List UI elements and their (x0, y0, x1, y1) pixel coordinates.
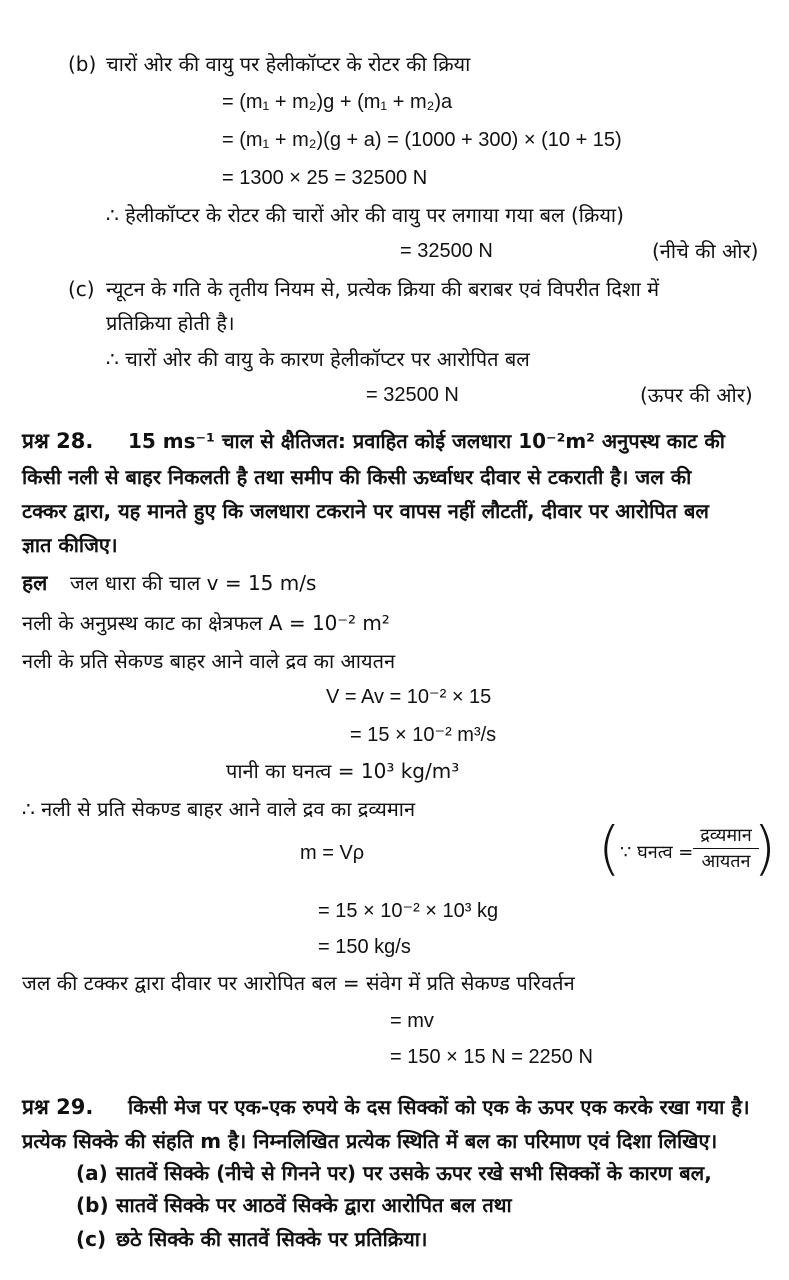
note-left-paren: ( (598, 814, 621, 882)
sol28-l13: = 150 × 15 N = 2250 N (390, 1046, 593, 1068)
sol28-l3: नली के प्रति सेकण्ड बाहर आने वाले द्रव का आयतन (22, 649, 396, 673)
part-c-line1: न्यूटन के गति के तृतीय नियम से, प्रत्येक क्रिया की बराबर एवं विपरीत दिशा में (106, 277, 660, 301)
sol28-l4: V = Av = 10⁻² × 15 (326, 686, 492, 708)
part-b-conclusion: ∴ हेलीकॉप्टर के रोटर की चारों ओर की वायु पर लगाया गया बल (क्रिया) (106, 203, 624, 227)
note-numerator: द्रव्यमान (693, 824, 759, 849)
part-b-eq1: = (m₁ + m₂)g + (m₁ + m₂)a (222, 91, 453, 113)
part-b-result: = 32500 N (400, 240, 493, 262)
part-b-eq2: = (m₁ + m₂)(g + a) = (1000 + 300) × (10 + 15) (222, 129, 622, 151)
sol28-l7: ∴ नली से प्रति सेकण्ड बाहर आने वाले द्रव का द्रव्यमान (22, 797, 416, 821)
part-c-result: = 32500 N (366, 384, 459, 406)
part-b-eq3: = 1300 × 25 = 32500 N (222, 167, 428, 189)
sol28-l9: = 15 × 10⁻² × 10³ kg (318, 900, 499, 922)
part-b-label: (b) (68, 52, 97, 76)
sol28-l11: जल की टक्कर द्वारा दीवार पर आरोपित बल = संवेग में प्रति सेकण्ड परिवर्तन (22, 971, 575, 995)
q29-line2: प्रत्येक सिक्के की संहति m है। निम्नलिखित प्रत्येक स्थिति में बल का परिमाण एवं दिशा लिखिए। (22, 1129, 718, 1153)
q29-item-c-label: (c) (76, 1227, 107, 1251)
q29-item-a-label: (a) (76, 1161, 108, 1185)
part-c-direction: (ऊपर की ओर) (640, 383, 753, 407)
sol28-l2: नली के अनुप्रस्थ काट का क्षेत्रफल A = 10⁻² m² (22, 611, 390, 635)
q29-item-b-label: (b) (76, 1193, 109, 1217)
part-c-line2: प्रतिक्रिया होती है। (106, 311, 235, 335)
q29-label: प्रश्न 29. (22, 1095, 94, 1119)
density-note (598, 814, 776, 882)
sol28-l8: m = Vρ (300, 842, 365, 864)
note-fraction (693, 824, 759, 875)
sol28-l6: पानी का घनत्व = 10³ kg/m³ (226, 759, 460, 783)
note-denominator: आयतन (701, 851, 751, 872)
q28-line1: 15 ms⁻¹ चाल से क्षैतिजत: प्रवाहित कोई जलधारा 10⁻²m² अनुपस्थ काट की (128, 429, 725, 453)
note-label: ∵ घनत्व = (620, 842, 694, 863)
q28-label: प्रश्न 28. (22, 429, 94, 453)
sol28-l12: = mv (390, 1010, 434, 1032)
part-b-direction: (नीचे की ओर) (652, 239, 759, 263)
sol28-label: हल (22, 571, 48, 595)
q29-line1: किसी मेज पर एक-एक रुपये के दस सिक्कों को एक के ऊपर एक करके रखा गया है। (128, 1095, 750, 1119)
q29-item-a-text: सातवें सिक्के (नीचे से गिनने पर) पर उसके ऊपर रखे सभी सिक्कों के कारण बल, (116, 1161, 712, 1185)
part-c-conclusion: ∴ चारों ओर की वायु के कारण हेलीकॉप्टर पर आरोपित बल (106, 347, 530, 371)
q29-item-b-text: सातवें सिक्के पर आठवें सिक्के द्वारा आरोपित बल तथा (116, 1193, 512, 1217)
q29-item-c-text: छठे सिक्के की सातवें सिक्के पर प्रतिक्रिया। (116, 1227, 428, 1251)
sol28-l1: जल धारा की चाल v = 15 m/s (70, 571, 317, 595)
q28-line3: टक्कर द्वारा, यह मानते हुए कि जलधारा टकराने पर वापस नहीं लौटतीं, दीवार पर आरोपित बल (22, 499, 709, 523)
q28-line2: किसी नली से बाहर निकलती है तथा समीप की किसी ऊर्ध्वाधर दीवार से टकराती है। जल की (22, 465, 692, 489)
q28-line4: ज्ञात कीजिए। (22, 533, 118, 557)
sol28-l10: = 150 kg/s (318, 936, 411, 958)
sol28-l5: = 15 × 10⁻² m³/s (350, 724, 497, 746)
part-c-label: (c) (68, 277, 95, 301)
note-right-paren: ) (753, 814, 776, 882)
part-b-heading: चारों ओर की वायु पर हेलीकॉप्टर के रोटर की क्रिया (106, 52, 471, 76)
